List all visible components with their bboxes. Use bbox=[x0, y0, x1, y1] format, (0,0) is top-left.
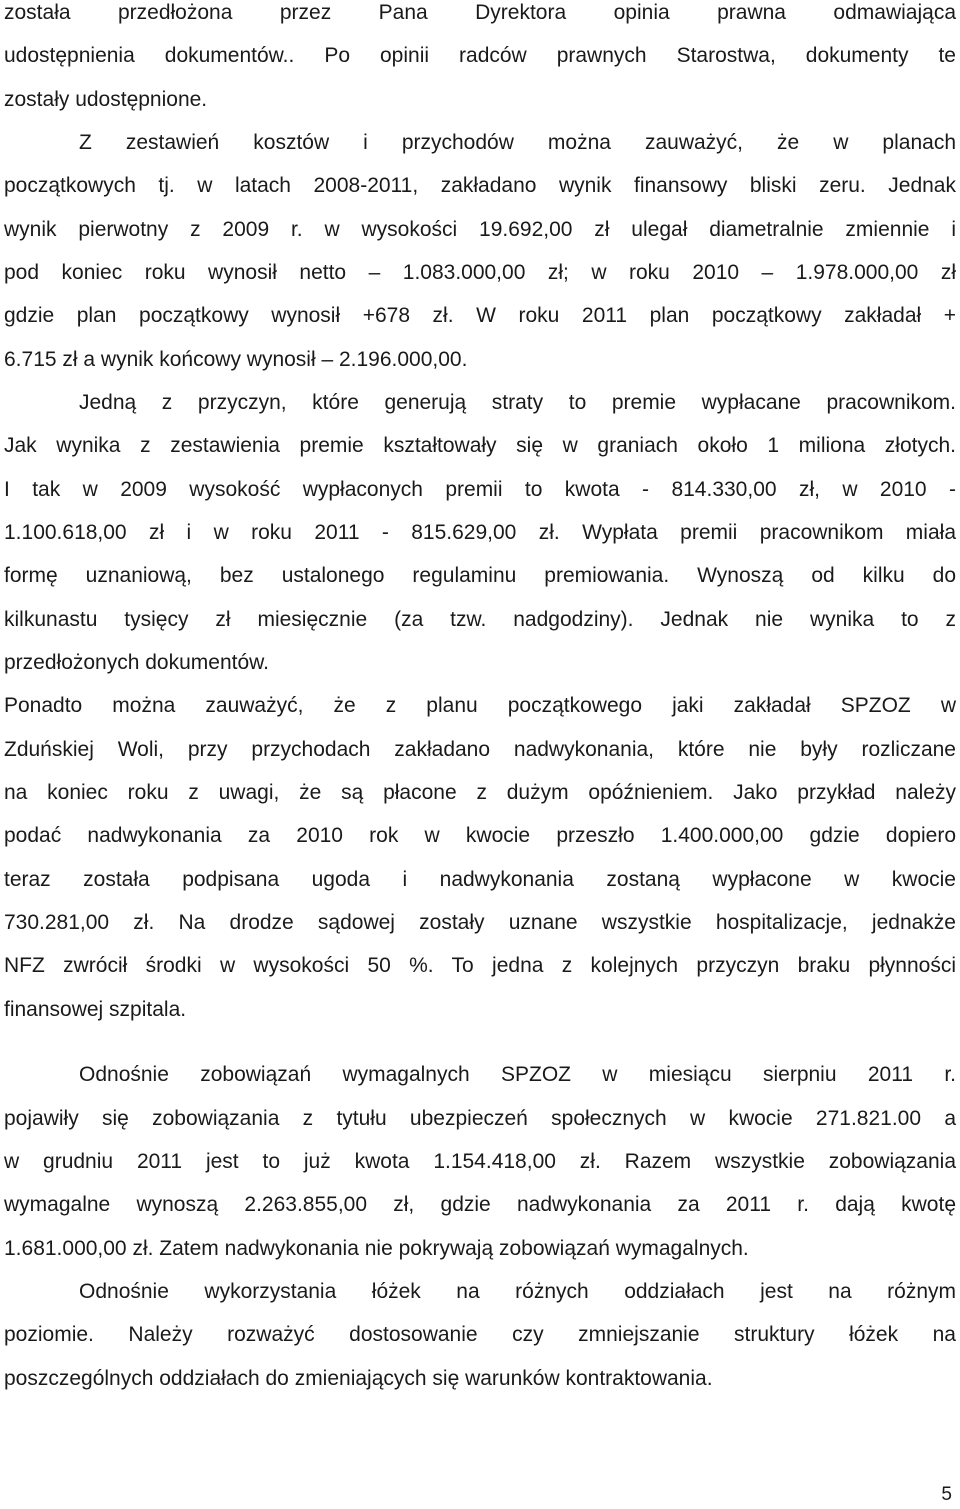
text-line: finansowej szpitala. bbox=[4, 998, 187, 1021]
text-line: Z zestawień kosztów i przychodów można zauważyć, że w planach bbox=[79, 131, 956, 154]
text-line: Odnośnie wykorzystania łóżek na różnych oddziałach jest na różnym bbox=[79, 1280, 956, 1303]
text-line: gdzie plan początkowy wynosił +678 zł. W roku 2011 plan początkowy zakładał + bbox=[4, 304, 956, 327]
text-line: wymagalne wynoszą 2.263.855,00 zł, gdzie nadwykonania za 2011 r. dają kwotę bbox=[4, 1193, 956, 1216]
text-line: przedłożonych dokumentów. bbox=[4, 651, 269, 674]
text-line: Zduńskiej Woli, przy przychodach zakładano nadwykonania, które nie były rozliczane bbox=[4, 738, 956, 761]
text-line: w grudniu 2011 jest to już kwota 1.154.418,00 zł. Razem wszystkie zobowiązania bbox=[4, 1150, 956, 1173]
text-line: początkowych tj. w latach 2008-2011, zakładano wynik finansowy bliski zeru. Jednak bbox=[4, 174, 956, 197]
text-line: 6.715 zł a wynik końcowy wynosił – 2.196.000,00. bbox=[4, 348, 468, 371]
text-line: udostępnienia dokumentów.. Po opinii radców prawnych Starostwa, dokumenty te bbox=[4, 44, 956, 67]
text-line: 730.281,00 zł. Na drodze sądowej zostały uznane wszystkie hospitalizacje, jednakże bbox=[4, 911, 956, 934]
text-line: Jak wynika z zestawienia premie kształtowały się w graniach około 1 miliona złotych. bbox=[4, 434, 956, 457]
text-line: Jedną z przyczyn, które generują straty to premie wypłacane pracownikom. bbox=[79, 391, 956, 414]
text-line: wynik pierwotny z 2009 r. w wysokości 19.692,00 zł ulegał diametralnie zmiennie i bbox=[4, 218, 956, 241]
text-line: została przedłożona przez Pana Dyrektora opinia prawna odmawiająca bbox=[4, 1, 956, 24]
text-line: poziomie. Należy rozważyć dostosowanie czy zmniejszanie struktury łóżek na bbox=[4, 1323, 956, 1346]
text-line: I tak w 2009 wysokość wypłaconych premii to kwota - 814.330,00 zł, w 2010 - bbox=[4, 478, 956, 501]
text-line: zostały udostępnione. bbox=[4, 88, 208, 111]
text-line: pojawiły się zobowiązania z tytułu ubezpieczeń społecznych w kwocie 271.821.00 a bbox=[4, 1107, 956, 1130]
text-line: poszczególnych oddziałach do zmieniających się warunków kontraktowania. bbox=[4, 1367, 713, 1390]
text-line: pod koniec roku wynosił netto – 1.083.000,00 zł; w roku 2010 – 1.978.000,00 zł bbox=[4, 261, 956, 284]
text-line: Ponadto można zauważyć, że z planu początkowego jaki zakładał SPZOZ w bbox=[4, 694, 956, 717]
text-line: podać nadwykonania za 2010 rok w kwocie przeszło 1.400.000,00 gdzie dopiero bbox=[4, 824, 956, 847]
text-line: kilkunastu tysięcy zł miesięcznie (za tzw. nadgodziny). Jednak nie wynika to z bbox=[4, 608, 956, 631]
text-line: 1.681.000,00 zł. Zatem nadwykonania nie pokrywają zobowiązań wymagalnych. bbox=[4, 1237, 749, 1260]
text-line: na koniec roku z uwagi, że są płacone z dużym opóźnieniem. Jako przykład należy bbox=[4, 781, 956, 804]
text-line: teraz została podpisana ugoda i nadwykonania zostaną wypłacone w kwocie bbox=[4, 868, 956, 891]
text-line: 1.100.618,00 zł i w roku 2011 - 815.629,00 zł. Wypłata premii pracownikom miała bbox=[4, 521, 956, 544]
text-line: NFZ zwrócił środki w wysokości 50 %. To jedna z kolejnych przyczyn braku płynności bbox=[4, 954, 956, 977]
text-line: Odnośnie zobowiązań wymagalnych SPZOZ w miesiącu sierpniu 2011 r. bbox=[79, 1063, 956, 1086]
text-line: formę uznaniową, bez ustalonego regulaminu premiowania. Wynoszą od kilku do bbox=[4, 564, 956, 587]
page-number: 5 bbox=[941, 1484, 952, 1505]
